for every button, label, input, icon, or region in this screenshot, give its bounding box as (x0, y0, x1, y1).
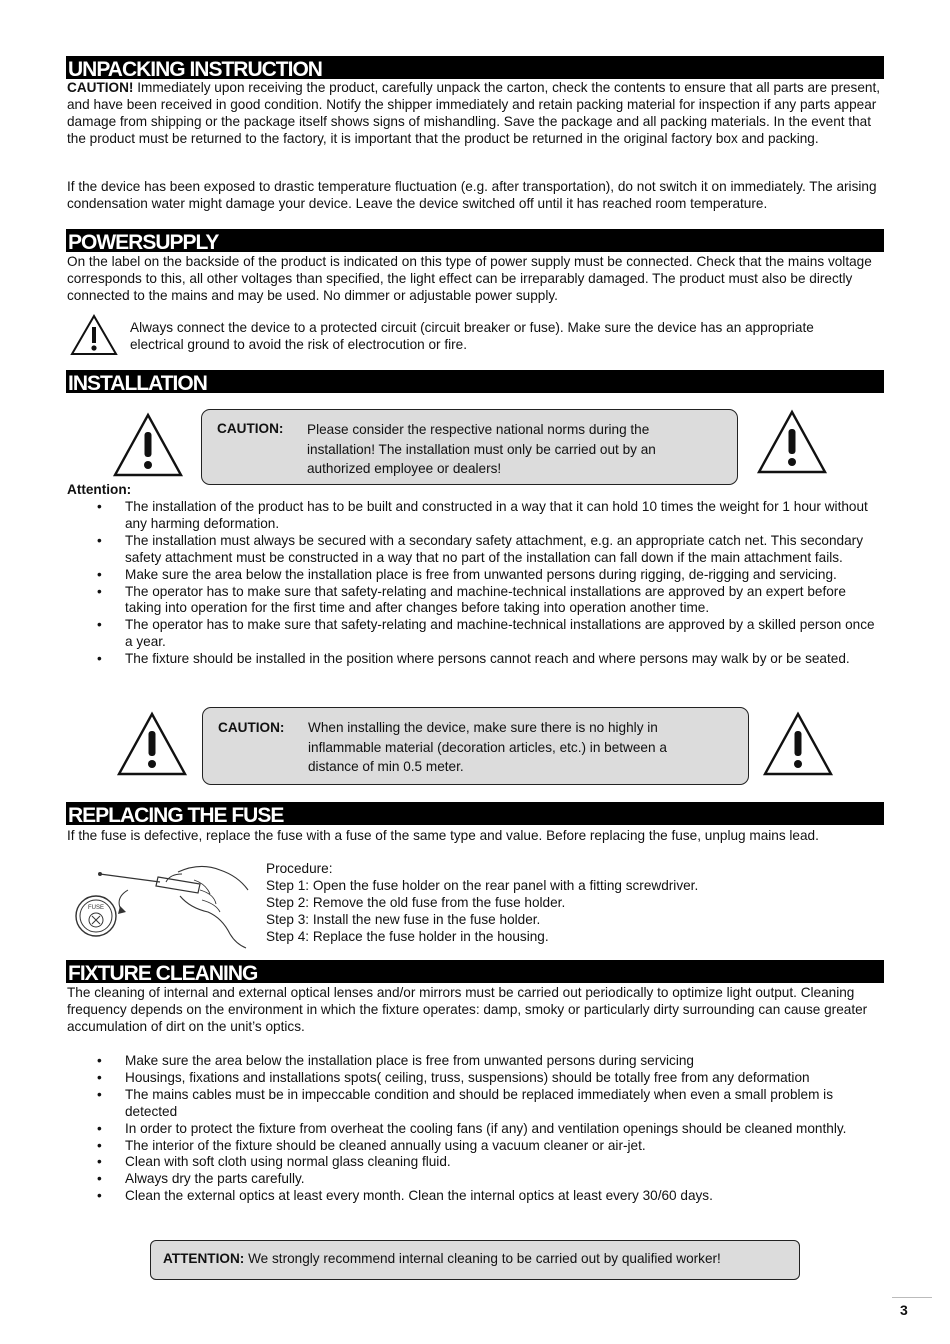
warning-triangle-icon (116, 711, 188, 777)
attention-text: We strongly recommend internal cleaning to be carried out by qualified worker! (244, 1251, 721, 1266)
page-number: 3 (900, 1302, 908, 1318)
warning-triangle-icon (70, 314, 118, 356)
unpacking-paragraph-1 (67, 80, 882, 148)
list-item: • Clean the external optics at least every month. Clean the internal optics at least every 30/60 days. (67, 1188, 882, 1205)
attention-label: Attention: (67, 482, 132, 497)
list-item: • Make sure the area below the installation place is free from unwanted persons during rigging, de-rigging and servicing. (67, 567, 882, 584)
caution-label: CAUTION: (218, 720, 285, 735)
list-item: • Clean with soft cloth using normal glass cleaning fluid. (67, 1154, 882, 1171)
section-title-fuse: REPLACING THE FUSE (66, 802, 884, 825)
warning-triangle-icon (112, 412, 184, 478)
list-item: • The operator has to make sure that safety-relating and machine-technical installations are approved by a skilled person once a year. (67, 617, 882, 651)
attention-label: ATTENTION: (163, 1251, 245, 1266)
caution-text: When installing the device, make sure there is no highly in inflammable material (decoration articles, etc.) in between a distance of min 0.5 meter. (308, 720, 667, 774)
procedure-label: Procedure: (266, 861, 333, 876)
caution-label: CAUTION: (217, 421, 284, 436)
unpacking-text-1: Immediately upon receiving the product, carefully unpack the carton, check the contents to ensure that all parts are present, and have been received in good condition. Notify the shipper immediately and retain packing material for inspection if any parts appear damage from shipping or the package itself shows signs of mishandling. Save the package and all packing materials. In the event that the product must be returned to the factory, it is important that the product be returned in the original factory box and packing. (67, 80, 881, 146)
installation-caution-box-2 (202, 707, 749, 785)
procedure-step: Step 1: Open the fuse holder on the rear panel with a fitting screwdriver. (266, 877, 699, 893)
list-item: • Housings, fixations and installations spots( ceiling, truss, suspensions) should be totally free from any deformation (67, 1070, 882, 1087)
page-number-rule (892, 1297, 932, 1298)
fuse-label: FUSE (87, 905, 105, 911)
powersupply-warning-text: Always connect the device to a protected circuit (circuit breaker or fuse). Make sure the device has an appropriate electrical ground to avoid the risk of electrocution or fire. (130, 320, 814, 352)
procedure-step: Step 2: Remove the old fuse from the fuse holder. (266, 894, 566, 910)
section-title-powersupply: POWERSUPPLY (66, 229, 884, 252)
list-item: • The mains cables must be in impeccable condition and should be replaced immediately when even a small problem is detected (67, 1087, 882, 1121)
list-item: • Always dry the parts carefully. (67, 1171, 882, 1188)
section-title-unpacking: UNPACKING INSTRUCTION (66, 56, 884, 79)
powersupply-paragraph: On the label on the backside of the product is indicated on this type of power supply must be connected. Check that the mains voltage corresponds to this, all other voltages than specified, the light effect can be irreparably damaged. The product must also be directly connected to the mains and may be used. No dimmer or adjustable power supply. (67, 254, 872, 303)
procedure-step: Step 4: Replace the fuse holder in the housing. (266, 928, 549, 944)
section-title-installation: INSTALLATION (66, 370, 884, 393)
installation-caution-box-1 (201, 409, 738, 485)
list-item: • The installation of the product has to be built and constructed in a way that it can hold 10 times the weight for 1 hour without any harming deformation. (67, 499, 882, 533)
unpacking-paragraph-2: If the device has been exposed to drastic temperature fluctuation (e.g. after transportation), do not switch it on immediately. The arising condensation water might damage your device. Leave the device switched off until it has reached room temperature. (67, 179, 877, 211)
fuse-paragraph: If the fuse is defective, replace the fuse with a fuse of the same type and value. Before replacing the fuse, unplug mains lead. (67, 828, 819, 843)
list-item: • Make sure the area below the installation place is free from unwanted persons during servicing (67, 1053, 882, 1070)
warning-triangle-icon (762, 711, 834, 777)
unpacking-caution-label: CAUTION! (67, 80, 134, 95)
caution-text: Please consider the respective national norms during the installation! The installation must only be carried out by an authorized employee or dealers! (307, 422, 656, 476)
cleaning-list (67, 1053, 882, 1205)
list-item: • The interior of the fixture should be cleaned annually using a vacuum cleaner or air-jet. (67, 1138, 882, 1155)
fuse-procedure (266, 861, 866, 945)
list-item: • The installation must always be secured with a secondary safety attachment, e.g. an appropriate catch net. This secondary safety attachment must be constructed in a way that no part of the installation can fall down if the main attachment fails. (67, 533, 882, 567)
list-item: • In order to protect the fixture from overheat the cooling fans (if any) and ventilation openings should be cleaned monthly. (67, 1121, 882, 1138)
cleaning-attention-box (150, 1240, 800, 1280)
warning-triangle-icon (756, 409, 828, 475)
list-item: • The operator has to make sure that safety-relating and machine-technical installations are approved by an expert before taking into operation for the first time and after changes before taking into operation another time. (67, 584, 882, 618)
section-title-cleaning: FIXTURE CLEANING (66, 960, 884, 983)
list-item: • The fixture should be installed in the position where persons cannot reach and where persons may walk by or be seated. (67, 651, 882, 668)
fuse-screwdriver-illustration (70, 860, 255, 950)
installation-list (67, 499, 882, 668)
procedure-step: Step 3: Install the new fuse in the fuse holder. (266, 911, 541, 927)
cleaning-paragraph: The cleaning of internal and external optical lenses and/or mirrors must be carried out periodically to optimize light output. Cleaning frequency depends on the environment in which the fixture operates: damp, smoky or particularly dirty surrounding can cause greater accumulation of dirt on the unit’s optics. (67, 985, 868, 1034)
